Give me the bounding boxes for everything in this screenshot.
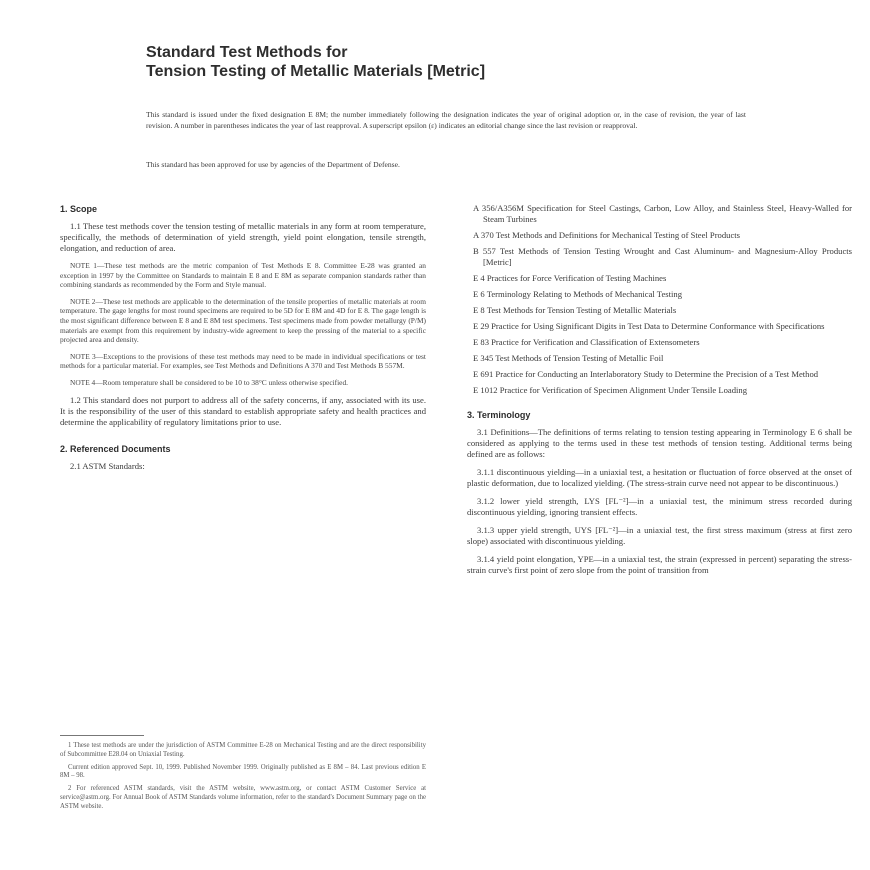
paragraph-3-1-1: 3.1.1 discontinuous yielding—in a uniaxial test, a hesitation or fluctuation of force observed at the onset of plastic deformation, due to localized yielding. (The stress-strain curve need not appear to be discontinuous.) [467,467,852,488]
note-4: NOTE 4—Room temperature shall be considered to be 10 to 38°C unless otherwise specified. [70,377,348,387]
section-heading-scope: 1. Scope [60,204,98,214]
reference-item: E 345 Test Methods of Tension Testing of Metallic Foil [473,353,664,363]
paragraph-1-2: 1.2 This standard does not purport to address all of the safety concerns, if any, associated with its use. It is the responsibility of the user of this standard to establish appropriate safety and health practices and determine the applicability of regulatory limitations prior to use. [60,394,426,427]
note-3: NOTE 3—Exceptions to the provisions of these test methods may need to be made in individual specifications or test methods for a particular material. For examples, see Test Methods and Definitions A 370 and Test Methods B 557M. [60,351,426,371]
paragraph-2-1: 2.1 ASTM Standards: [70,460,145,471]
paragraph-3-1-3: 3.1.3 upper yield strength, UYS [FL⁻²]—in a uniaxial test, the first stress maximum (stress at first zero slope) associated with discontinuous yielding. [467,525,852,546]
reference-item: E 1012 Practice for Verification of Specimen Alignment Under Tensile Loading [473,385,748,395]
section-heading-terminology: 3. Terminology [467,410,531,420]
left-column [60,203,426,479]
note-1: NOTE 1—These test methods are the metric companion of Test Methods E 8. Committee E-28 was granted an exception in 1997 by the Committee on Standards to maintain E 8 and E 8M as separate companion standards rather than combining standards as recommended by the Form and Style manual. [60,261,426,290]
reference-item: E 83 Practice for Verification and Classification of Extensometers [473,337,700,347]
reference-item: B 557 Test Methods of Tension Testing Wrought and Cast Aluminum- and Magnesium-Alloy Products [Metric] [473,246,852,267]
footnotes [60,742,426,816]
right-column [467,203,852,583]
reference-item: E 691 Practice for Conducting an Interlaboratory Study to Determine the Precision of a Test Method [473,369,819,379]
paragraph-3-1: 3.1 Definitions—The definitions of terms relating to tension testing appearing in Terminology E 6 shall be considered as applying to the terms used in these test methods of tension testing. Additional terms being defined are as follows: [467,427,852,459]
note-2: NOTE 2—These test methods are applicable to the determination of the tensile properties of metallic materials at room temperature. The gage lengths for most round specimens are required to be 5D for E 8M and 4D for E 8. The gage length is the most significant difference between E 8 and E 8M test specimens. Test specimens made from powder metallurgy (P/M) materials are exempt from this requirement by industry-wide agreement to keep the pressing of the material to a specific projected area and density. [60,296,426,345]
footnote-2: 2 For referenced ASTM standards, visit the ASTM website, www.astm.org, or contact ASTM Customer Service at service@astm.org. For Annual Book of ASTM Standards volume information, refer to the standard's Document Summary page on the ASTM website. [60,785,426,810]
paragraph-3-1-2: 3.1.2 lower yield strength, LYS [FL⁻²]—in a uniaxial test, the minimum stress recorded during discontinuous yielding, ignoring transient effects. [467,496,852,517]
reference-item: A 356/A356M Specification for Steel Castings, Carbon, Low Alloy, and Stainless Steel, Heavy-Walled for Steam Turbines [473,203,852,224]
document-title [146,43,706,81]
approval-note: This standard has been approved for use by agencies of the Department of Defense. [146,160,400,169]
reference-item: E 29 Practice for Using Significant Digits in Test Data to Determine Conformance with Specifications [473,321,825,331]
footnote-divider [60,735,144,736]
section-heading-referenced-documents: 2. Referenced Documents [60,443,171,454]
paragraph-3-1-4: 3.1.4 yield point elongation, YPE—in a uniaxial test, the strain (expressed in percent) separating the stress-strain curve's first point of zero slope from the point of transition from [467,554,852,575]
footnote-1: 1 These test methods are under the jurisdiction of ASTM Committee E-28 on Mechanical Testing and are the direct responsibility of Subcommittee E28.04 on Uniaxial Testing. [60,742,426,758]
reference-item: E 6 Terminology Relating to Methods of Mechanical Testing [473,289,682,299]
issuance-note: This standard is issued under the fixed designation E 8M; the number immediately following the designation indicates the year of original adoption or, in the case of revision, the year of last revision. A number in parentheses indicates the year of last reapproval. A superscript epsilon (ε) indicates an editorial change since the last revision or reapproval. [146,110,746,130]
reference-list [467,203,852,396]
title-line-2: Tension Testing of Metallic Materials [Metric] [146,63,486,80]
footnote-edition: Current edition approved Sept. 10, 1999. Published November 1999. Originally published as E 8M – 84. Last previous edition E 8M – 98. [60,763,426,780]
reference-item: E 8 Test Methods for Tension Testing of Metallic Materials [473,305,677,315]
paragraph-1-1: 1.1 These test methods cover the tension testing of metallic materials in any form at room temperature, specifically, the methods of determination of yield strength, yield point elongation, tensile strength, elongation, and reduction of area. [60,221,426,253]
reference-item: E 4 Practices for Force Verification of Testing Machines [473,273,667,283]
title-line-1: Standard Test Methods for [146,44,348,61]
reference-item: A 370 Test Methods and Definitions for Mechanical Testing of Steel Products [473,230,740,240]
